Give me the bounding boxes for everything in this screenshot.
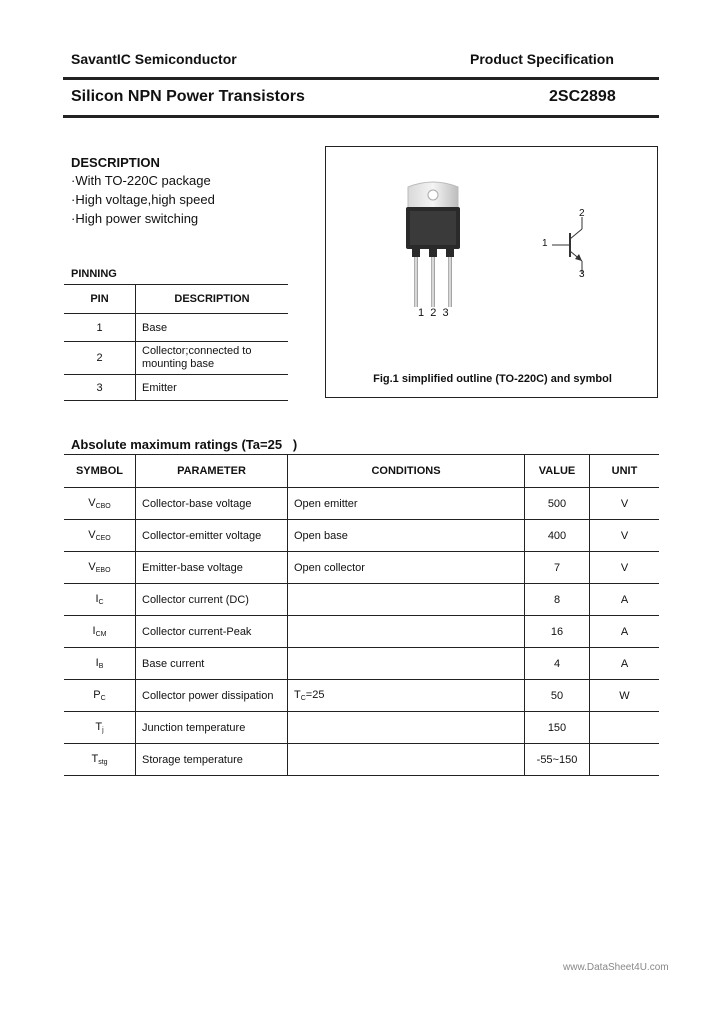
- conditions-cell: Open collector: [288, 552, 525, 584]
- parameter-cell: Collector current (DC): [136, 584, 288, 616]
- pinning-heading: PINNING: [71, 268, 117, 280]
- parameter-cell: Emitter-base voltage: [136, 552, 288, 584]
- unit-cell: V: [590, 552, 660, 584]
- doc-type: Product Specification: [470, 51, 614, 67]
- npn-transistor-symbol-icon: [538, 207, 608, 287]
- symbol-cell: $V_{CEO}$: [64, 520, 136, 552]
- parameter-cell: Base current: [136, 648, 288, 680]
- symbol-pin-1-label: 1: [542, 238, 548, 249]
- unit-cell: A: [590, 584, 660, 616]
- description-item: ·High voltage,high speed: [71, 192, 215, 207]
- value-cell: 16: [525, 616, 590, 648]
- symbol-cell: $I_{CM}$: [64, 616, 136, 648]
- conditions-cell: [288, 744, 525, 776]
- symbol-cell: $P_C$: [64, 680, 136, 712]
- conditions-cell: [288, 712, 525, 744]
- parameter-cell: Collector power dissipation: [136, 680, 288, 712]
- pin-description-line: Collector;connected to: [142, 345, 252, 357]
- part-number: 2SC2898: [549, 88, 616, 105]
- table-row: [64, 584, 659, 616]
- value-cell: 8: [525, 584, 590, 616]
- pin-description: Emitter: [136, 375, 289, 401]
- pin-description: Base: [136, 314, 289, 342]
- watermark-link[interactable]: www.DataSheet4U.com: [563, 962, 669, 973]
- value-cell: 400: [525, 520, 590, 552]
- unit-cell: W: [590, 680, 660, 712]
- column-header-symbol: SYMBOL: [64, 455, 136, 488]
- unit-cell: [590, 712, 660, 744]
- column-header-unit: UNIT: [590, 455, 660, 488]
- product-line-title: Silicon NPN Power Transistors: [71, 88, 305, 105]
- value-cell: 50: [525, 680, 590, 712]
- package-pin-numbers: 1 2 3: [418, 307, 449, 319]
- figure-caption: Fig.1 simplified outline (TO-220C) and symbol: [373, 373, 612, 385]
- symbol-cell: $T_{stg}$: [64, 744, 136, 776]
- column-header-conditions: CONDITIONS: [288, 455, 525, 488]
- figure-box: [325, 146, 658, 398]
- table-row: [64, 712, 659, 744]
- parameter-cell: Junction temperature: [136, 712, 288, 744]
- description-item: ·With TO-220C package: [71, 173, 211, 188]
- symbol-cell: $I_B$: [64, 648, 136, 680]
- value-cell: 7: [525, 552, 590, 584]
- conditions-cell: [288, 584, 525, 616]
- to220-package-image: [398, 181, 468, 311]
- symbol-cell: $V_{CBO}$: [64, 488, 136, 520]
- symbol-cell: $V_{EBO}$: [64, 552, 136, 584]
- description-heading: DESCRIPTION: [71, 155, 160, 170]
- header-rule-bottom: [63, 115, 659, 118]
- pin-description-line: mounting base: [142, 358, 215, 370]
- conditions-cell: [288, 616, 525, 648]
- table-row: [64, 314, 288, 342]
- parameter-cell: Collector-base voltage: [136, 488, 288, 520]
- conditions-cell: Open emitter: [288, 488, 525, 520]
- parameter-cell: Collector current-Peak: [136, 616, 288, 648]
- table-row: [64, 552, 659, 584]
- value-cell: 4: [525, 648, 590, 680]
- pin-number: 2: [64, 342, 136, 375]
- table-header-row: [64, 285, 288, 314]
- pin-number: 1: [64, 314, 136, 342]
- symbol-cell: $I_C$: [64, 584, 136, 616]
- column-header-value: VALUE: [525, 455, 590, 488]
- ratings-table: [64, 454, 659, 776]
- table-row: [64, 375, 288, 401]
- column-header-description: DESCRIPTION: [136, 285, 289, 314]
- value-cell: 150: [525, 712, 590, 744]
- ratings-heading: Absolute maximum ratings (Ta=25 ): [71, 437, 298, 452]
- table-row: [64, 342, 288, 375]
- conditions-cell: [288, 648, 525, 680]
- pin-description: [136, 342, 289, 375]
- unit-cell: V: [590, 520, 660, 552]
- table-row: [64, 744, 659, 776]
- description-list: [71, 171, 215, 228]
- column-header-parameter: PARAMETER: [136, 455, 288, 488]
- conditions-cell: Open base: [288, 520, 525, 552]
- pinning-table: [64, 284, 288, 401]
- table-row: [64, 488, 659, 520]
- company-name: SavantIC Semiconductor: [71, 51, 237, 67]
- unit-cell: A: [590, 648, 660, 680]
- header-rule-top: [63, 77, 659, 80]
- parameter-cell: Collector-emitter voltage: [136, 520, 288, 552]
- unit-cell: A: [590, 616, 660, 648]
- column-header-pin: PIN: [64, 285, 136, 314]
- symbol-cell: $T_j$: [64, 712, 136, 744]
- parameter-cell: Storage temperature: [136, 744, 288, 776]
- value-cell: -55~150: [525, 744, 590, 776]
- unit-cell: V: [590, 488, 660, 520]
- table-row: [64, 616, 659, 648]
- conditions-cell: $T_C=25$: [288, 680, 525, 712]
- table-row: [64, 648, 659, 680]
- table-row: [64, 680, 659, 712]
- pin-number: 3: [64, 375, 136, 401]
- description-item: ·High power switching: [71, 211, 199, 226]
- unit-cell: [590, 744, 660, 776]
- table-header-row: [64, 455, 659, 488]
- symbol-pin-3-label: 3: [579, 269, 585, 280]
- symbol-pin-2-label: 2: [579, 208, 585, 219]
- value-cell: 500: [525, 488, 590, 520]
- table-row: [64, 520, 659, 552]
